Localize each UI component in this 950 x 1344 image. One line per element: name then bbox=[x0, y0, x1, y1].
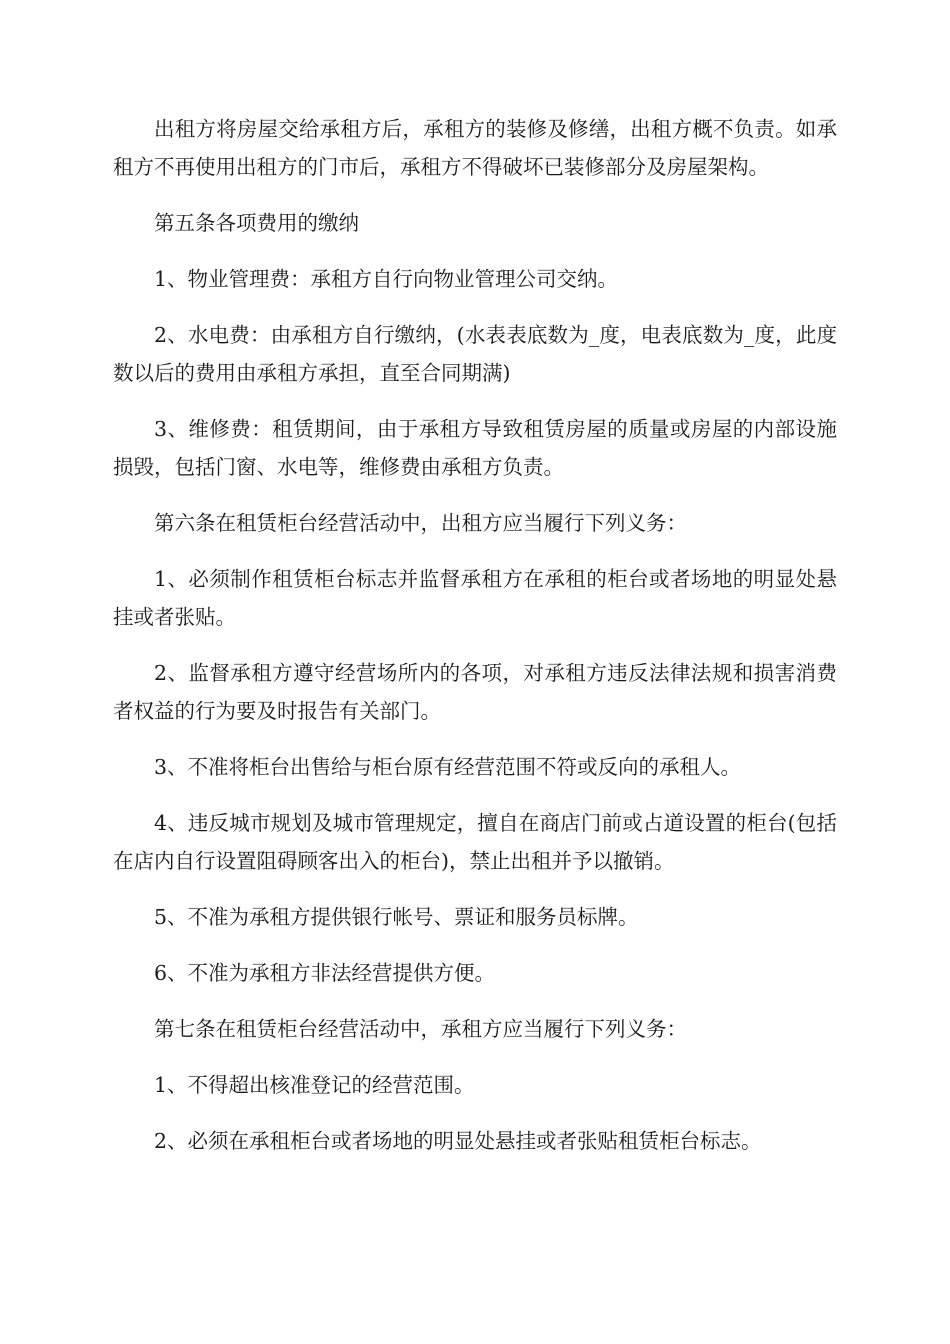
paragraph-lessor-duty-1: 1、必须制作租赁柜台标志并监督承租方在承租的柜台或者场地的明显处悬挂或者张贴。 bbox=[113, 567, 837, 629]
paragraph-maintenance-fee: 3、维修费：租赁期间，由于承租方导致租赁房屋的质量或房屋的内部设施损毁，包括门窗、水电等，维修费由承租方负责。 bbox=[113, 417, 837, 479]
paragraph-lessor-duty-2: 2、监督承租方遵守经营场所内的各项，对承租方违反法律法规和损害消费者权益的行为要及时报告有关部门。 bbox=[113, 661, 837, 723]
paragraph-lessor-duty-4: 4、违反城市规划及城市管理规定，擅自在商店门前或占道设置的柜台(包括在店内自行设置阻碍顾客出入的柜台)，禁止出租并予以撤销。 bbox=[113, 811, 837, 873]
paragraph-lessee-duty-2: 2、必须在承租柜台或者场地的明显处悬挂或者张贴租赁柜台标志。 bbox=[154, 1129, 762, 1153]
paragraph-utility-fee: 2、水电费：由承租方自行缴纳，(水表表底数为_度，电表底数为_度，此度数以后的费用由承租方承担，直至合同期满) bbox=[113, 323, 837, 385]
paragraph-lessor-duty-3: 3、不准将柜台出售给与柜台原有经营范围不符或反向的承租人。 bbox=[154, 755, 742, 779]
article-5-heading: 第五条各项费用的缴纳 bbox=[154, 211, 359, 235]
paragraph-lessor-duty-5: 5、不准为承租方提供银行帐号、票证和服务员标牌。 bbox=[154, 905, 639, 929]
article-7-heading: 第七条在租赁柜台经营活动中，承租方应当履行下列义务： bbox=[154, 1017, 687, 1041]
paragraph-renovation-clause: 出租方将房屋交给承租方后，承租方的装修及修缮，出租方概不负责。如承租方不再使用出租方的门市后，承租方不得破坏已装修部分及房屋架构。 bbox=[113, 117, 837, 179]
article-6-heading: 第六条在租赁柜台经营活动中，出租方应当履行下列义务： bbox=[154, 511, 687, 535]
paragraph-property-fee: 1、物业管理费：承租方自行向物业管理公司交纳。 bbox=[154, 267, 619, 291]
document-body bbox=[113, 110, 837, 1178]
paragraph-lessee-duty-1: 1、不得超出核准登记的经营范围。 bbox=[154, 1073, 475, 1097]
paragraph-lessor-duty-6: 6、不准为承租方非法经营提供方便。 bbox=[154, 961, 496, 985]
